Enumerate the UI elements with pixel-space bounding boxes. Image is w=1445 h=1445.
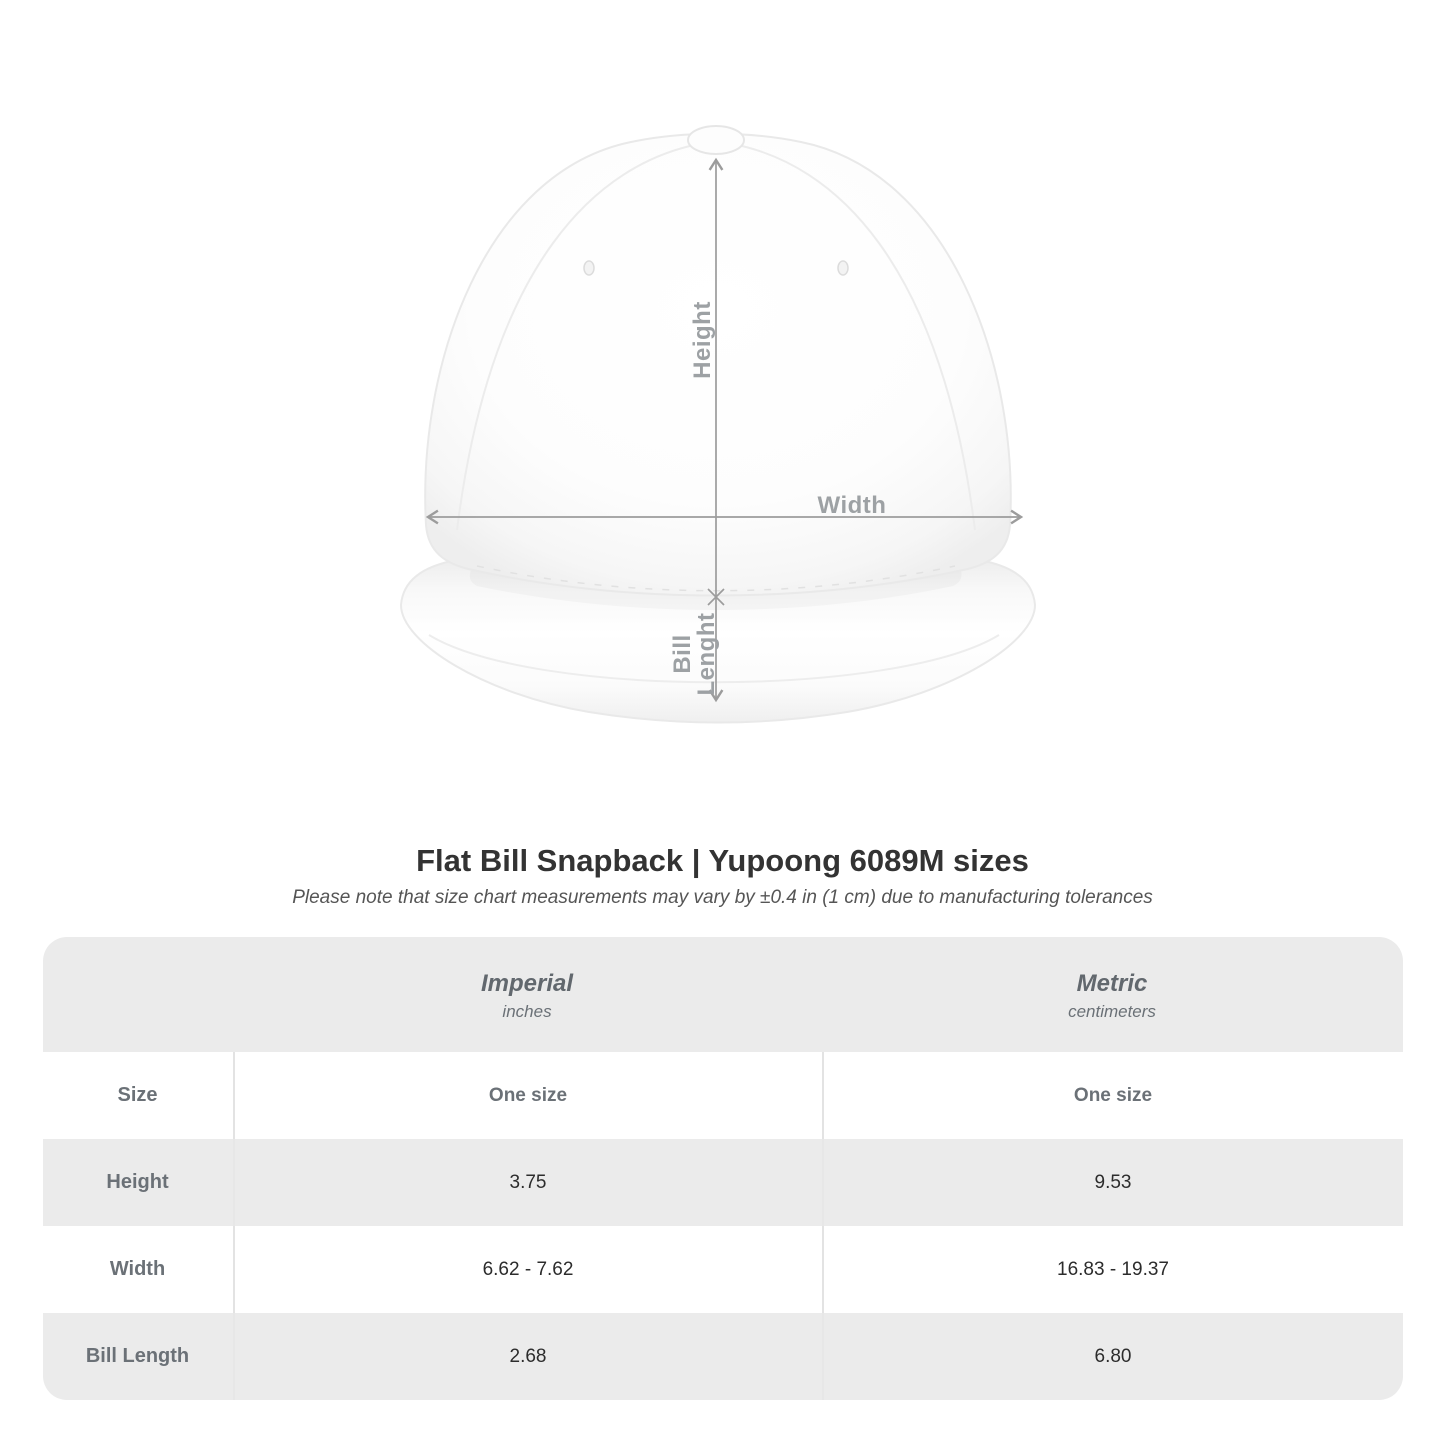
eyelet-right [838, 261, 848, 275]
metric-column-title: Metric [1076, 969, 1148, 997]
row-label: Height [106, 1171, 169, 1193]
metric-value: 6.80 [822, 1313, 1403, 1400]
tolerance-note: Please note that size chart measurements may vary by ±0.4 in (1 cm) due to manufacturing tolerances [292, 887, 1153, 908]
hat-diagram-svg [393, 100, 1053, 740]
table-row-width [43, 1226, 1403, 1313]
table-row-height [43, 1139, 1403, 1226]
metric-value: 16.83 - 19.37 [822, 1226, 1403, 1313]
bill-length-dimension-label-line2: Lenght [692, 612, 720, 696]
imperial-column-title: Imperial [480, 969, 574, 997]
table-row-bill-length [43, 1313, 1403, 1400]
size-chart-table [43, 937, 1403, 1400]
table-header-imperial [233, 937, 822, 1052]
imperial-value: One size [233, 1052, 822, 1139]
hat-top-button [688, 126, 744, 154]
bill-length-dimension-label-line1: Bill [668, 634, 696, 674]
imperial-value: 6.62 - 7.62 [233, 1226, 822, 1313]
hat-diagram [393, 100, 1053, 740]
page-title: Flat Bill Snapback | Yupoong 6089M sizes [416, 843, 1029, 878]
imperial-column-unit: inches [502, 1001, 552, 1021]
table-header-row [43, 937, 1403, 1052]
width-dimension-label: Width [817, 492, 886, 519]
hat-crown [425, 134, 1011, 596]
imperial-value: 2.68 [233, 1313, 822, 1400]
metric-value: 9.53 [822, 1139, 1403, 1226]
table-header-metric [822, 937, 1403, 1052]
eyelet-left [584, 261, 594, 275]
height-dimension-label: Height [688, 301, 716, 379]
metric-value: One size [822, 1052, 1403, 1139]
row-label: Width [109, 1258, 166, 1280]
table-header-spacer [43, 937, 233, 1052]
table-row-size [43, 1052, 1403, 1139]
row-label: Bill Length [85, 1345, 190, 1367]
imperial-value: 3.75 [233, 1139, 822, 1226]
metric-column-unit: centimeters [1068, 1001, 1156, 1021]
row-label: Size [117, 1084, 158, 1106]
